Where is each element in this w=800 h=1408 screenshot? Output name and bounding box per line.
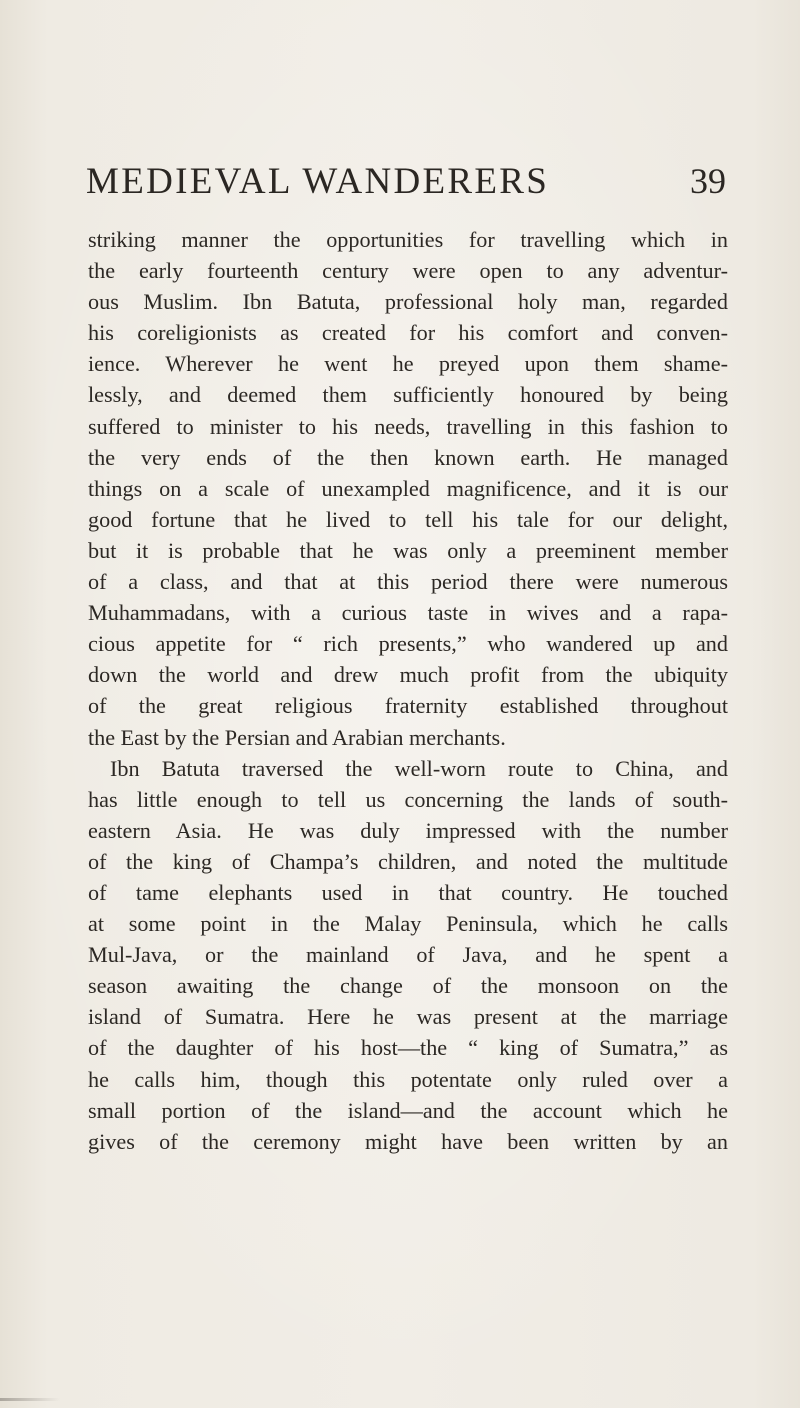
paragraph-last-line: the East by the Persian and Arabian merchants. — [88, 724, 506, 750]
text-line: season awaiting the change of the monsoon on the — [88, 973, 728, 999]
text-line: small portion of the island—and the account which he — [88, 1097, 728, 1123]
page-number: 39 — [690, 161, 726, 201]
text-line: cious appetite for “ rich presents,” who wandered up and — [88, 631, 728, 657]
text-line: the very ends of the then known earth. He managed — [88, 444, 728, 470]
text-line: has little enough to tell us concerning the lands of south- — [88, 786, 728, 812]
text-line: at some point in the Malay Peninsula, which he calls — [88, 911, 728, 937]
running-title: MEDIEVAL WANDERERS — [86, 161, 550, 202]
text-line: of the king of Champa’s children, and noted the multitude — [88, 848, 728, 874]
text-line: down the world and drew much profit from the ubiquity — [88, 662, 728, 688]
body-text — [88, 224, 728, 1157]
page-edge-shadow — [0, 1398, 60, 1401]
page-header — [86, 160, 726, 200]
text-line: of the great religious fraternity established throughout — [88, 693, 728, 719]
text-line: of the daughter of his host—the “ king of Sumatra,” as — [88, 1035, 728, 1061]
text-line: island of Sumatra. Here he was present at the marriage — [88, 1004, 728, 1030]
text-line: things on a scale of unexampled magnificence, and it is our — [88, 475, 728, 501]
text-line: the early fourteenth century were open to any adventur- — [88, 258, 728, 284]
paragraph-first-line: Ibn Batuta traversed the well-worn route to China, and — [110, 755, 728, 781]
text-line: of tame elephants used in that country. He touched — [88, 879, 728, 905]
text-line: Muhammadans, with a curious taste in wives and a rapa- — [88, 600, 728, 626]
text-line: but it is probable that he was only a preeminent member — [88, 537, 728, 563]
text-line: lessly, and deemed them sufficiently honoured by being — [88, 382, 728, 408]
text-line: eastern Asia. He was duly impressed with the number — [88, 817, 728, 843]
text-line: suffered to minister to his needs, travelling in this fashion to — [88, 413, 728, 439]
text-line: he calls him, though this potentate only ruled over a — [88, 1066, 728, 1092]
text-line: striking manner the opportunities for travelling which in — [88, 227, 728, 252]
text-line: gives of the ceremony might have been written by an — [88, 1128, 728, 1154]
text-line: of a class, and that at this period there were numerous — [88, 569, 728, 595]
text-line: good fortune that he lived to tell his tale for our delight, — [88, 506, 728, 532]
text-line: ous Muslim. Ibn Batuta, professional holy man, regarded — [88, 289, 728, 315]
text-line: Mul-Java, or the mainland of Java, and he spent a — [88, 942, 728, 968]
text-line: ience. Wherever he went he preyed upon them shame- — [88, 351, 728, 377]
text-line: his coreligionists as created for his comfort and conven- — [88, 320, 728, 346]
